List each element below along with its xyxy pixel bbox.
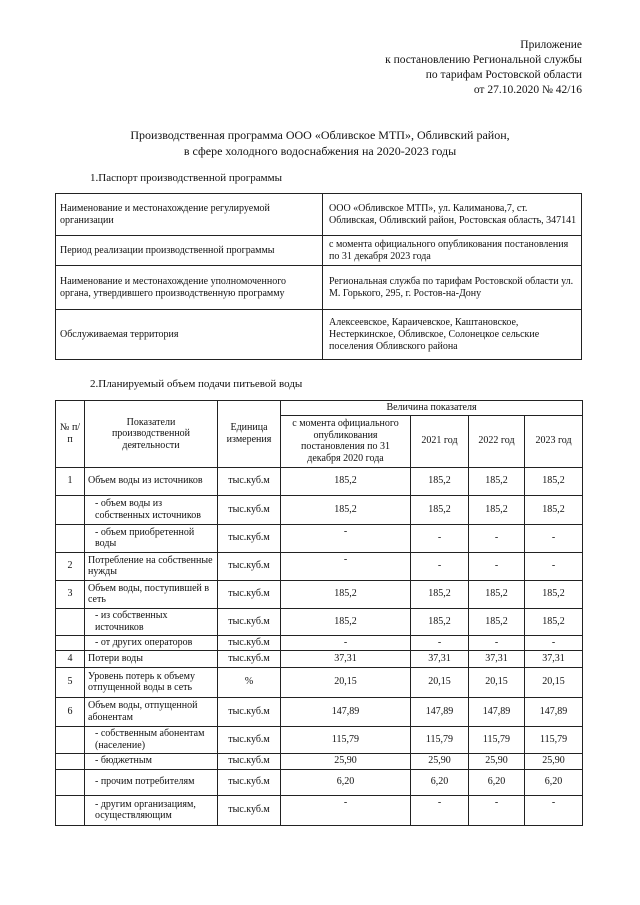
header-period: с момента официального опубликования постановления по 31 декабря 2020 года <box>281 415 411 467</box>
row-unit: тыс.куб.м <box>218 580 281 608</box>
passport-table <box>55 193 582 360</box>
row-value-2023: 37,31 <box>525 650 583 667</box>
appendix-line-3: по тарифам Ростовской области <box>425 69 582 81</box>
row-indicator: - другим организациям, осуществляющим <box>85 795 218 825</box>
row-value-period: 185,2 <box>281 608 411 635</box>
row-value-period: 185,2 <box>281 580 411 608</box>
passport-row <box>56 194 582 236</box>
row-value-2023: - <box>525 524 583 552</box>
row-value-2021: 185,2 <box>411 580 469 608</box>
table-row <box>56 552 583 580</box>
passport-row <box>56 236 582 266</box>
row-indicator: Потребление на собственные нужды <box>85 552 218 580</box>
row-value-2021: 147,89 <box>411 697 469 726</box>
row-unit: тыс.куб.м <box>218 795 281 825</box>
row-value-2023: 6,20 <box>525 769 583 795</box>
row-value-period: - <box>281 552 411 580</box>
table-row <box>56 608 583 635</box>
appendix-line-2: к постановлению Региональной службы <box>385 54 582 66</box>
row-num <box>56 726 85 753</box>
row-value-2023: 115,79 <box>525 726 583 753</box>
row-num: 3 <box>56 580 85 608</box>
table-row <box>56 580 583 608</box>
row-num: 4 <box>56 650 85 667</box>
row-num <box>56 769 85 795</box>
row-indicator: Потери воды <box>85 650 218 667</box>
row-value-period: - <box>281 524 411 552</box>
row-unit: тыс.куб.м <box>218 753 281 769</box>
row-value-period: 147,89 <box>281 697 411 726</box>
table-row <box>56 795 583 825</box>
row-value-2022: 185,2 <box>469 495 525 524</box>
appendix-line-4: от 27.10.2020 № 42/16 <box>473 84 582 96</box>
row-indicator: - собственным абонентам (население) <box>85 726 218 753</box>
row-value-2023: - <box>525 552 583 580</box>
row-value-2021: - <box>411 524 469 552</box>
passport-key: Наименование и местонахождение уполномоченного органа, утвердившего производственную программу <box>56 266 323 310</box>
table-row <box>56 667 583 697</box>
table-row <box>56 467 583 495</box>
row-value-2022: 6,20 <box>469 769 525 795</box>
row-value-period: - <box>281 795 411 825</box>
row-value-2023: - <box>525 795 583 825</box>
row-indicator: - бюджетным <box>85 753 218 769</box>
row-indicator: Объем воды, отпущенной абонентам <box>85 697 218 726</box>
row-value-2022: - <box>469 524 525 552</box>
passport-value: с момента официального опубликования постановления по 31 декабря 2023 года <box>323 236 582 266</box>
row-unit: тыс.куб.м <box>218 697 281 726</box>
row-value-2023: 147,89 <box>525 697 583 726</box>
row-value-2023: 185,2 <box>525 467 583 495</box>
header-2023: 2023 год <box>525 415 583 467</box>
row-indicator: - от других операторов <box>85 635 218 650</box>
table-row <box>56 726 583 753</box>
row-value-2023: 20,15 <box>525 667 583 697</box>
row-unit: тыс.куб.м <box>218 650 281 667</box>
row-unit: тыс.куб.м <box>218 524 281 552</box>
row-num <box>56 608 85 635</box>
row-value-2021: - <box>411 795 469 825</box>
row-value-2021: - <box>411 552 469 580</box>
header-indicator: Показатели производственной деятельности <box>85 401 218 468</box>
row-value-2021: 37,31 <box>411 650 469 667</box>
header-num: № п/п <box>56 401 85 468</box>
row-value-2023: 185,2 <box>525 580 583 608</box>
row-value-2021: - <box>411 635 469 650</box>
row-num <box>56 795 85 825</box>
row-value-2021: 25,90 <box>411 753 469 769</box>
row-value-2023: 185,2 <box>525 495 583 524</box>
row-value-2023: 185,2 <box>525 608 583 635</box>
row-value-2022: 185,2 <box>469 580 525 608</box>
appendix-header <box>385 38 582 98</box>
passport-value: ООО «Обливское МТП», ул. Калиманова,7, ст. Обливская, Обливский район, Ростовская область, 347141 <box>323 194 582 236</box>
row-value-2021: 185,2 <box>411 495 469 524</box>
section-2-heading: 2.Планируемый объем подачи питьевой воды <box>90 378 303 390</box>
row-unit: % <box>218 667 281 697</box>
table-row <box>56 697 583 726</box>
row-value-period: 25,90 <box>281 753 411 769</box>
row-num: 5 <box>56 667 85 697</box>
row-unit: тыс.куб.м <box>218 495 281 524</box>
row-value-period: 185,2 <box>281 495 411 524</box>
row-unit: тыс.куб.м <box>218 635 281 650</box>
row-num <box>56 635 85 650</box>
row-num <box>56 524 85 552</box>
header-unit: Единица измерения <box>218 401 281 468</box>
passport-row <box>56 310 582 360</box>
header-value-group: Величина показателя <box>281 401 583 416</box>
passport-row <box>56 266 582 310</box>
passport-value: Алексеевское, Караичевское, Каштановское, Нестеркинское, Обливское, Солонецкое сельские поселения Обливского района <box>323 310 582 360</box>
table-row <box>56 495 583 524</box>
row-indicator: - из собственных источников <box>85 608 218 635</box>
row-value-2022: 185,2 <box>469 608 525 635</box>
table-row <box>56 769 583 795</box>
passport-key: Период реализации производственной программы <box>56 236 323 266</box>
table-row <box>56 635 583 650</box>
table-header-row <box>56 401 583 416</box>
row-num <box>56 753 85 769</box>
row-value-2021: 185,2 <box>411 608 469 635</box>
row-unit: тыс.куб.м <box>218 769 281 795</box>
row-indicator: - объем воды из собственных источников <box>85 495 218 524</box>
row-indicator: - объем приобретенной воды <box>85 524 218 552</box>
row-value-2022: 185,2 <box>469 467 525 495</box>
row-unit: тыс.куб.м <box>218 608 281 635</box>
row-value-2022: 20,15 <box>469 667 525 697</box>
row-value-period: - <box>281 635 411 650</box>
row-value-2021: 115,79 <box>411 726 469 753</box>
appendix-line-1: Приложение <box>520 39 582 51</box>
row-value-period: 37,31 <box>281 650 411 667</box>
passport-value: Региональная служба по тарифам Ростовской области ул. М. Горького, 295, г. Ростов-на-Дону <box>323 266 582 310</box>
row-value-2022: - <box>469 552 525 580</box>
row-num <box>56 495 85 524</box>
passport-key: Обслуживаемая территория <box>56 310 323 360</box>
row-indicator: Уровень потерь к объему отпущенной воды в сеть <box>85 667 218 697</box>
row-value-2023: - <box>525 635 583 650</box>
section-1-heading: 1.Паспорт производственной программы <box>90 172 282 184</box>
row-num: 2 <box>56 552 85 580</box>
row-value-2022: - <box>469 795 525 825</box>
water-volume-table <box>55 400 583 826</box>
row-value-2022: 25,90 <box>469 753 525 769</box>
row-value-period: 6,20 <box>281 769 411 795</box>
row-value-2023: 25,90 <box>525 753 583 769</box>
row-value-2021: 20,15 <box>411 667 469 697</box>
document-title <box>60 127 580 159</box>
row-unit: тыс.куб.м <box>218 726 281 753</box>
row-value-2022: - <box>469 635 525 650</box>
row-indicator: Объем воды, поступившей в сеть <box>85 580 218 608</box>
row-num: 1 <box>56 467 85 495</box>
title-line-1: Производственная программа ООО «Обливское МТП», Обливский район, <box>130 128 510 142</box>
table-row <box>56 524 583 552</box>
row-value-2022: 115,79 <box>469 726 525 753</box>
row-value-2022: 37,31 <box>469 650 525 667</box>
row-value-period: 185,2 <box>281 467 411 495</box>
header-2022: 2022 год <box>469 415 525 467</box>
row-value-period: 115,79 <box>281 726 411 753</box>
row-value-2022: 147,89 <box>469 697 525 726</box>
row-value-2021: 185,2 <box>411 467 469 495</box>
row-num: 6 <box>56 697 85 726</box>
table-row <box>56 650 583 667</box>
row-unit: тыс.куб.м <box>218 467 281 495</box>
row-value-2021: 6,20 <box>411 769 469 795</box>
row-value-period: 20,15 <box>281 667 411 697</box>
title-line-2: в сфере холодного водоснабжения на 2020-2023 годы <box>183 144 457 158</box>
table-row <box>56 753 583 769</box>
row-indicator: Объем воды из источников <box>85 467 218 495</box>
header-2021: 2021 год <box>411 415 469 467</box>
passport-key: Наименование и местонахождение регулируемой организации <box>56 194 323 236</box>
row-indicator: - прочим потребителям <box>85 769 218 795</box>
row-unit: тыс.куб.м <box>218 552 281 580</box>
